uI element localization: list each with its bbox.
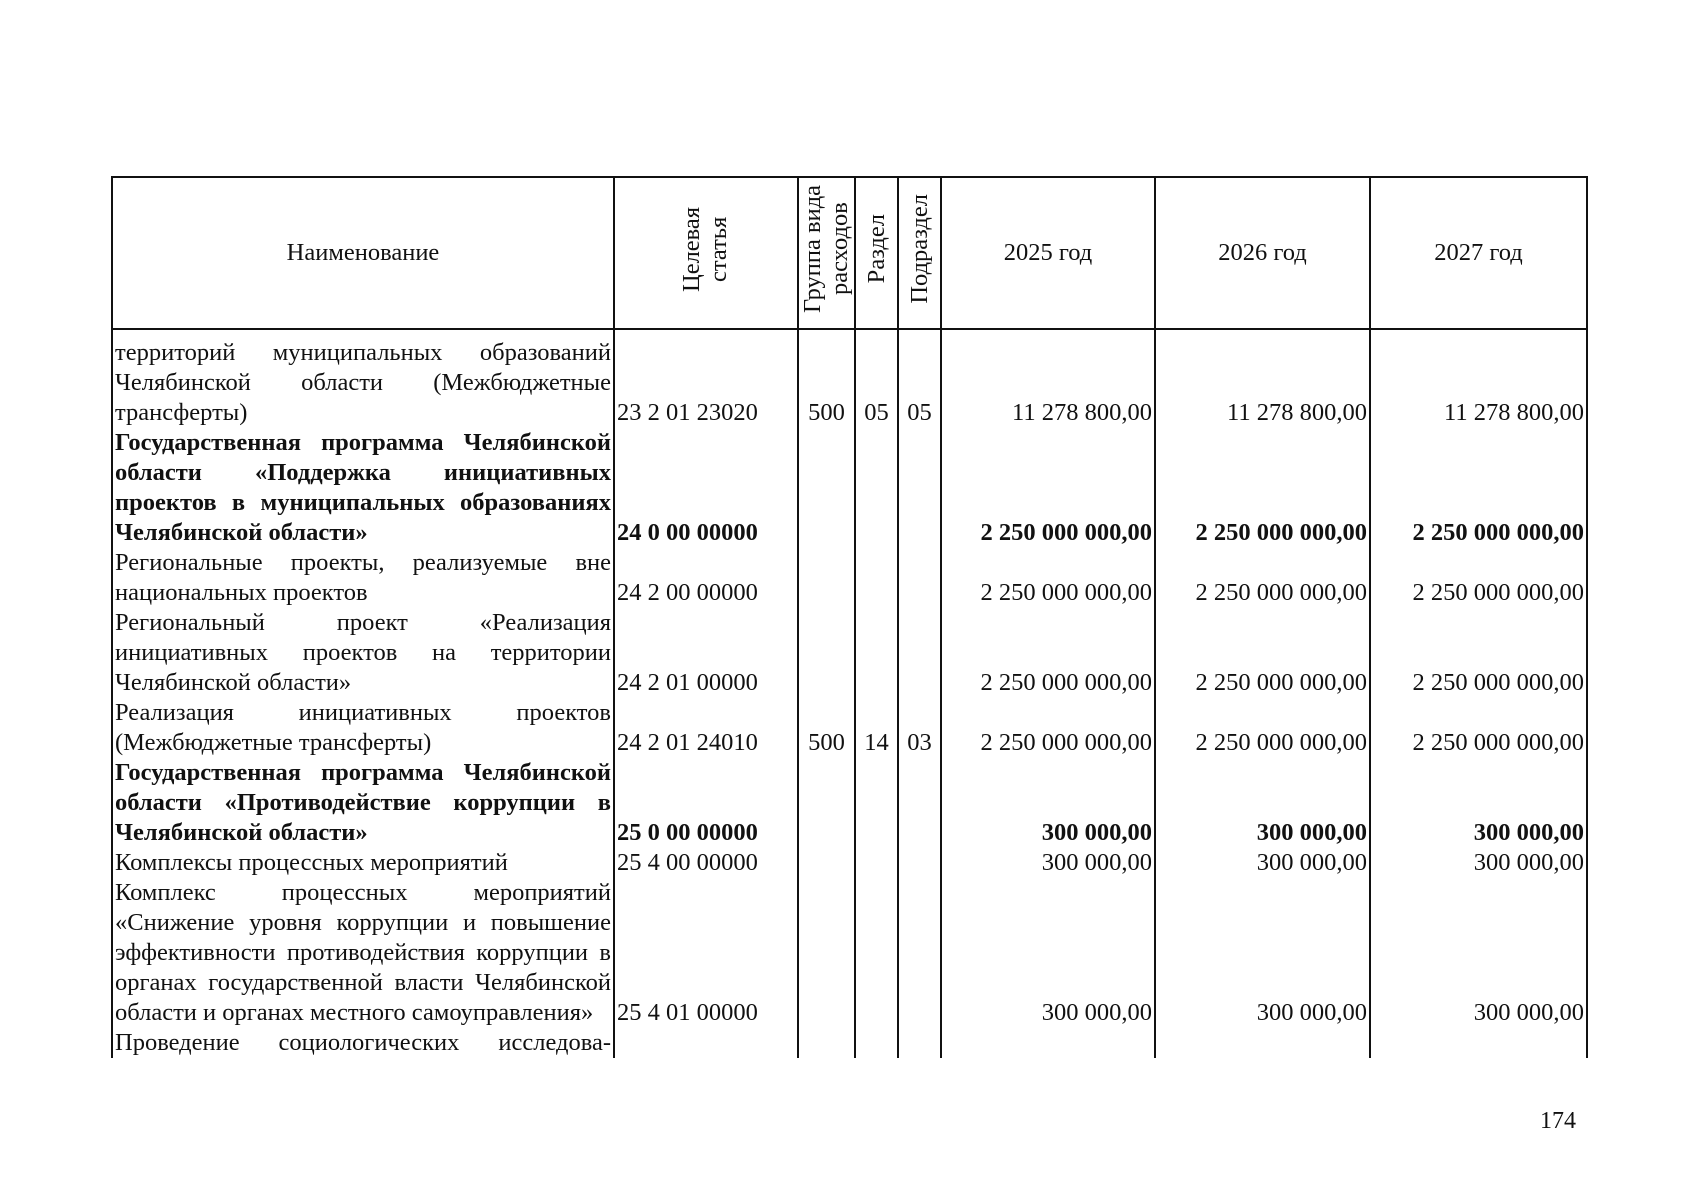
row-code: 25 0 00 00000 xyxy=(614,758,798,848)
row-2025: 2 250 000 000,00 xyxy=(941,428,1155,548)
row-2026: 300 000,00 xyxy=(1155,878,1370,1028)
table-row xyxy=(112,548,1587,608)
table-row xyxy=(112,329,1587,428)
row-code: 25 4 00 00000 xyxy=(614,848,798,878)
row-name: Государственная программа Челябинской области «Поддержка инициативных проектов в муниципальных образованиях Челябинской области» xyxy=(112,428,614,548)
row-2027: 2 250 000 000,00 xyxy=(1370,548,1587,608)
row-group xyxy=(798,548,855,608)
row-name: Региональный проект «Реализация инициативных проектов на территории Челябинской области» xyxy=(112,608,614,698)
row-2025: 300 000,00 xyxy=(941,848,1155,878)
row-section xyxy=(855,548,898,608)
row-section: 14 xyxy=(855,698,898,758)
row-subsection: 03 xyxy=(898,698,941,758)
row-section xyxy=(855,428,898,548)
row-2026: 2 250 000 000,00 xyxy=(1155,548,1370,608)
row-code: 24 0 00 00000 xyxy=(614,428,798,548)
row-name: Комплекс процессных мероприятий «Снижение уровня коррупции и повышение эффективности противодействия коррупции в органах государственной власти Челябинской области и органах местного самоуправления» xyxy=(112,878,614,1028)
row-name: Государственная программа Челябинской области «Противодействие коррупции в Челябинской области» xyxy=(112,758,614,848)
row-group xyxy=(798,608,855,698)
row-name: Комплексы процессных мероприятий xyxy=(112,848,614,878)
row-subsection: 05 xyxy=(898,329,941,428)
row-group xyxy=(798,1028,855,1058)
table-row xyxy=(112,428,1587,548)
row-2027: 300 000,00 xyxy=(1370,878,1587,1028)
header-section: Раздел xyxy=(855,177,898,329)
row-subsection xyxy=(898,548,941,608)
row-name: Реализация инициативных проектов (Межбюджетные трансферты) xyxy=(112,698,614,758)
row-subsection xyxy=(898,878,941,1028)
row-section xyxy=(855,608,898,698)
header-year-2027: 2027 год xyxy=(1370,177,1587,329)
table-row xyxy=(112,848,1587,878)
row-code: 23 2 01 23020 xyxy=(614,329,798,428)
row-2027 xyxy=(1370,1028,1587,1058)
row-section xyxy=(855,758,898,848)
header-target-article: Целевая статья xyxy=(614,177,798,329)
row-2026: 300 000,00 xyxy=(1155,848,1370,878)
row-code: 24 2 01 24010 xyxy=(614,698,798,758)
header-year-2026: 2026 год xyxy=(1155,177,1370,329)
header-name: Наименование xyxy=(112,177,614,329)
row-2025: 300 000,00 xyxy=(941,878,1155,1028)
row-2026: 300 000,00 xyxy=(1155,758,1370,848)
row-code: 25 4 01 00000 xyxy=(614,878,798,1028)
header-year-2025: 2025 год xyxy=(941,177,1155,329)
row-group xyxy=(798,758,855,848)
row-2027: 300 000,00 xyxy=(1370,758,1587,848)
row-2026 xyxy=(1155,1028,1370,1058)
row-2026: 2 250 000 000,00 xyxy=(1155,698,1370,758)
table-header-row xyxy=(112,177,1587,329)
row-2027: 300 000,00 xyxy=(1370,848,1587,878)
row-group xyxy=(798,428,855,548)
row-2025 xyxy=(941,1028,1155,1058)
budget-table xyxy=(111,176,1588,1058)
row-name: Региональные проекты, реализуемые вне национальных проектов xyxy=(112,548,614,608)
row-name: территорий муниципальных образований Челябинской области (Межбюджетные трансферты) xyxy=(112,329,614,428)
row-2025: 2 250 000 000,00 xyxy=(941,548,1155,608)
table-row xyxy=(112,698,1587,758)
row-code: 24 2 01 00000 xyxy=(614,608,798,698)
row-2025: 2 250 000 000,00 xyxy=(941,608,1155,698)
header-subsection: Подраздел xyxy=(898,177,941,329)
row-group xyxy=(798,848,855,878)
row-section xyxy=(855,878,898,1028)
row-2027: 2 250 000 000,00 xyxy=(1370,428,1587,548)
row-2027: 2 250 000 000,00 xyxy=(1370,698,1587,758)
table-row xyxy=(112,878,1587,1028)
row-2025: 2 250 000 000,00 xyxy=(941,698,1155,758)
row-subsection xyxy=(898,848,941,878)
row-group: 500 xyxy=(798,698,855,758)
row-code xyxy=(614,1028,798,1058)
header-expense-group: Группа вида расходов xyxy=(798,177,855,329)
table-row xyxy=(112,608,1587,698)
row-2026: 2 250 000 000,00 xyxy=(1155,428,1370,548)
row-code: 24 2 00 00000 xyxy=(614,548,798,608)
row-section xyxy=(855,848,898,878)
row-2026: 2 250 000 000,00 xyxy=(1155,608,1370,698)
row-subsection xyxy=(898,1028,941,1058)
row-2026: 11 278 800,00 xyxy=(1155,329,1370,428)
row-group: 500 xyxy=(798,329,855,428)
row-2025: 11 278 800,00 xyxy=(941,329,1155,428)
row-subsection xyxy=(898,428,941,548)
table-row xyxy=(112,1028,1587,1058)
row-subsection xyxy=(898,758,941,848)
row-section: 05 xyxy=(855,329,898,428)
row-subsection xyxy=(898,608,941,698)
table-row xyxy=(112,758,1587,848)
page-number: 174 xyxy=(1540,1108,1576,1134)
row-group xyxy=(798,878,855,1028)
row-2027: 11 278 800,00 xyxy=(1370,329,1587,428)
row-name: Проведение социологических исследова- xyxy=(112,1028,614,1058)
row-section xyxy=(855,1028,898,1058)
row-2027: 2 250 000 000,00 xyxy=(1370,608,1587,698)
row-2025: 300 000,00 xyxy=(941,758,1155,848)
